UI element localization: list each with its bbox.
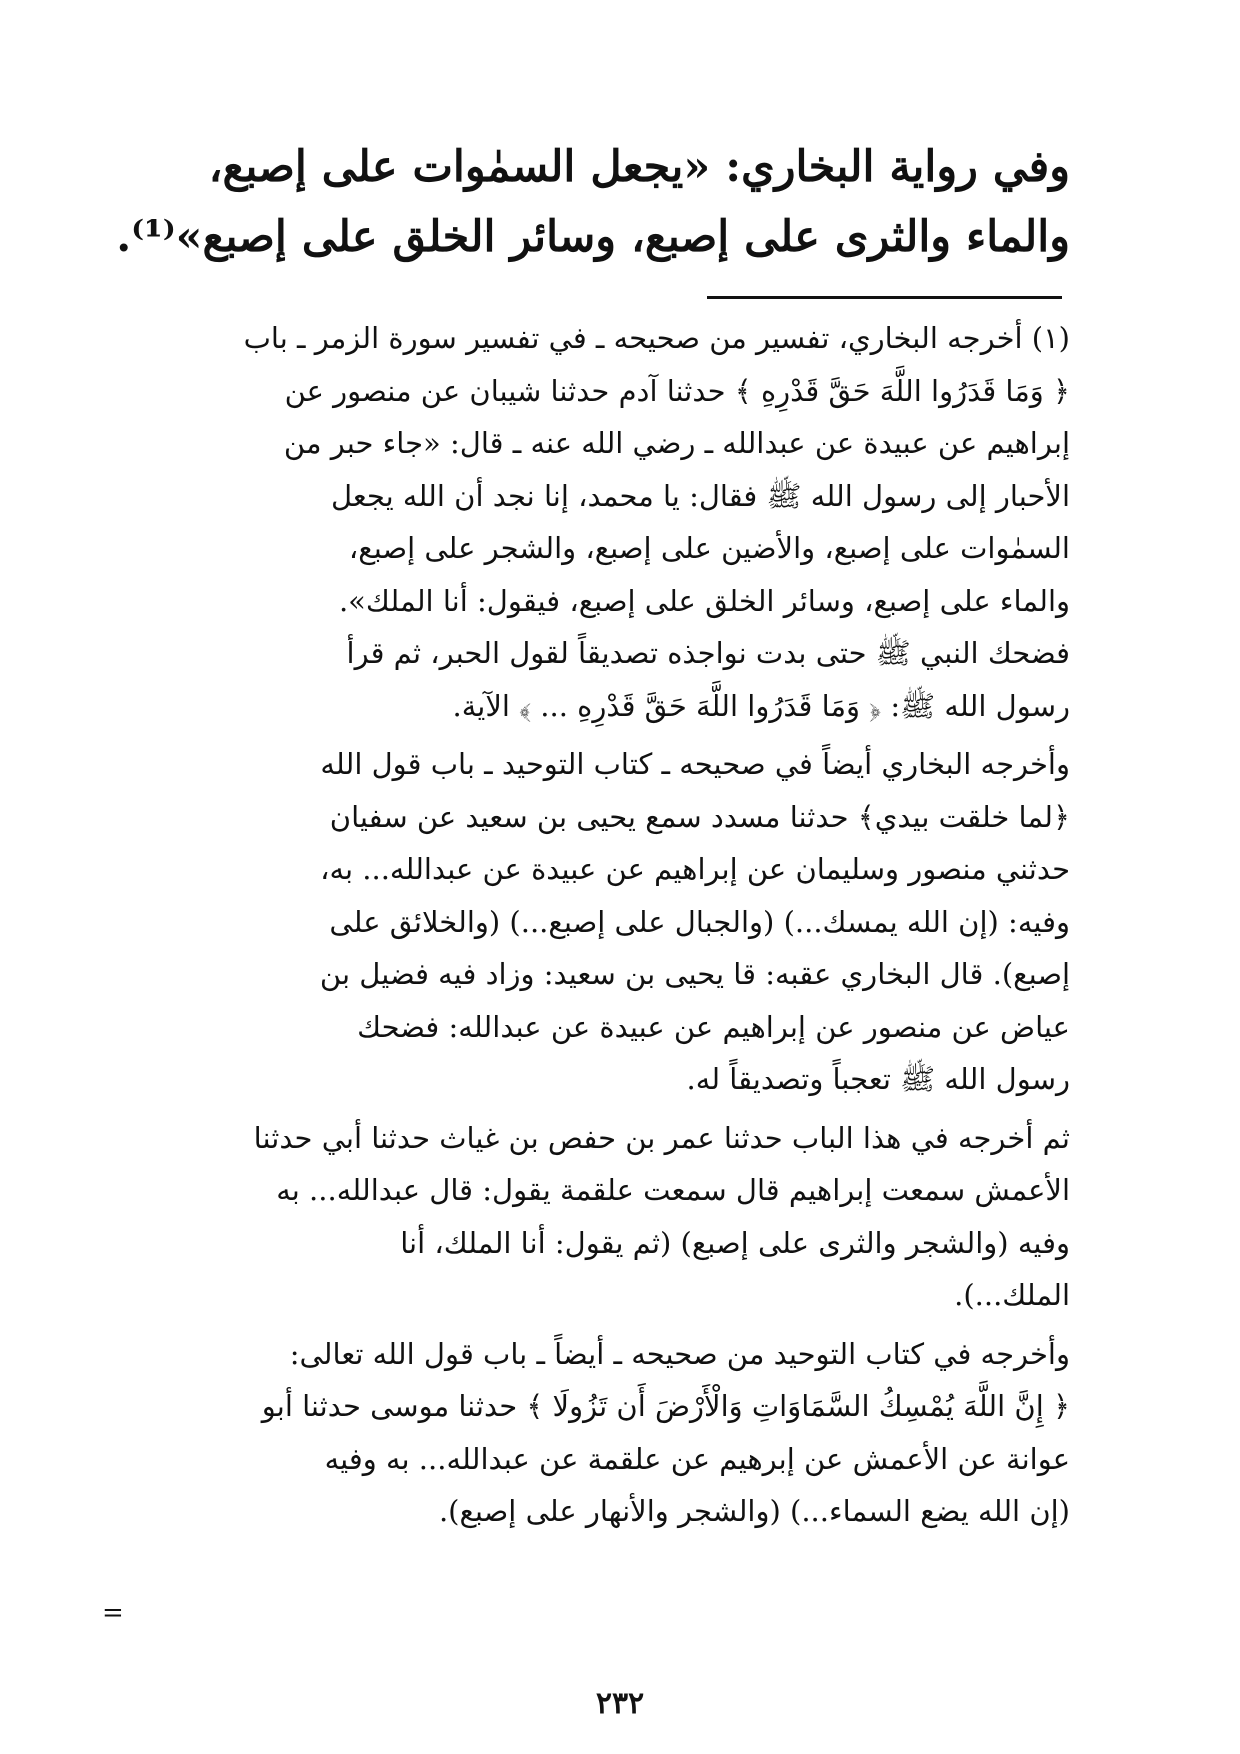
main-text-line: والماء والثرى على إصبع، وسائر الخلق على إصبع»⁽¹⁾. bbox=[116, 212, 1070, 262]
footnote-line: ثم أخرجه في هذا الباب حدثنا عمر بن حفص بن غياث حدثنا أبي حدثنا bbox=[253, 1120, 1070, 1155]
footnote-line: إبراهيم عن عبيدة عن عبدالله ـ رضي الله عنه ـ قال: «جاء حبر من bbox=[283, 426, 1070, 460]
footnote-line: عوانة عن الأعمش عن إبرهيم عن علقمة عن عبدالله... به وفيه bbox=[324, 1441, 1070, 1476]
footnote-line: والماء على إصبع، وسائر الخلق على إصبع، فيقول: أنا الملك». bbox=[338, 583, 1070, 618]
footnote-line: (إن الله يضع السماء...) (والشجر والأنهار على إصبع). bbox=[438, 1494, 1070, 1528]
footnote-line: وأخرجه في كتاب التوحيد من صحيحه ـ أيضاً ـ باب قول الله تعالى: bbox=[289, 1336, 1070, 1371]
footnote-line: وفيه (والشجر والثرى على إصبع) (ثم يقول: أنا الملك، أنا bbox=[400, 1225, 1070, 1260]
main-text bbox=[116, 132, 1070, 272]
footnote-line: الأحبار إلى رسول الله ﷺ فقال: يا محمد، إنا نجد أن الله يجعل bbox=[330, 478, 1070, 513]
footnote-line: حدثني منصور وسليمان عن إبراهيم عن عبيدة عن عبدالله... به، bbox=[320, 852, 1070, 886]
footnote-line: رسول الله ﷺ تعجباً وتصديقاً له. bbox=[686, 1062, 1070, 1096]
footnote-line: فضحك النبي ﷺ حتى بدت نواجذه تصديقاً لقول الحبر، ثم قرأ bbox=[346, 636, 1070, 670]
page-number: ٢٣٢ bbox=[595, 1686, 645, 1721]
continuation-mark: = bbox=[102, 1598, 124, 1628]
footnote-line: إصبع). قال البخاري عقبه: قا يحيى بن سعيد: وزاد فيه فضيل بن bbox=[319, 957, 1070, 991]
footnote-line: (١) أخرجه البخاري، تفسير من صحيحه ـ في تفسير سورة الزمر ـ باب bbox=[243, 321, 1070, 355]
footnote-line: رسول الله ﷺ: ﴿ وَمَا قَدَرُوا اللَّهَ حَقَّ قَدْرِهِ ... ﴾ الآية. bbox=[452, 688, 1070, 723]
footnote-line: وفيه: (إن الله يمسك...) (والجبال على إصبع...) (والخلائق على bbox=[329, 904, 1070, 939]
footnote-line: ﴿ وَمَا قَدَرُوا اللَّهَ حَقَّ قَدْرِهِ ﴾ حدثنا آدم حدثنا شيبان عن منصور عن bbox=[284, 373, 1070, 408]
footnote-line: وأخرجه البخاري أيضاً في صحيحه ـ كتاب التوحيد ـ باب قول الله bbox=[320, 747, 1070, 781]
main-text-line: وفي رواية البخاري: «يجعل السمٰوات على إصبع، bbox=[208, 142, 1070, 192]
footnote-separator bbox=[707, 296, 1062, 299]
footnote-line: السمٰوات على إصبع، والأضين على إصبع، والشجر على إصبع، bbox=[348, 531, 1070, 565]
footnote-line: ﴿لما خلقت بيدي﴾ حدثنا مسدد سمع يحيى بن سعيد عن سفيان bbox=[329, 799, 1070, 834]
footnote-line: الأعمش سمعت إبراهيم قال سمعت علقمة يقول: قال عبدالله... به bbox=[276, 1173, 1070, 1207]
footnote-line: عياض عن منصور عن إبراهيم عن عبيدة عن عبدالله: فضحك bbox=[357, 1009, 1070, 1044]
footnote-line: ﴿ إِنَّ اللَّهَ يُمْسِكُ السَّمَاوَاتِ وَالْأَرْضَ أَن تَزُولَا ﴾ حدثنا موسى حدثنا أبو bbox=[261, 1389, 1070, 1423]
footnotes bbox=[150, 312, 1070, 1538]
footnote-line: الملك...). bbox=[954, 1278, 1070, 1312]
